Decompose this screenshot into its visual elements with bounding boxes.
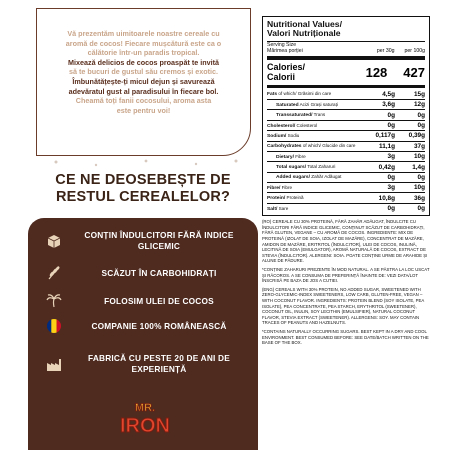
nutrient-row (267, 120, 425, 130)
nutrient-name: Fats (267, 92, 278, 98)
storage-ro: *CONȚINE ZAHARURI PREZENTE ÎN MOD NATURAL. A SE PĂSTRA LA LOC USCAT ȘI RĂCOROS. A SE CONSUMA DE PREFERINȚĂ ÎNAINTE DE: VEZI DATA/LOT ÎNSCRISĂ PE BAZA DE JOS A CUTIEI. (262, 266, 430, 284)
nutrition-title-ro: Valori Nutriționale (267, 28, 341, 39)
value-per-30g: 3,6g (382, 101, 395, 109)
value-per-100g: 15g (413, 90, 425, 98)
nutrient-row (267, 130, 425, 140)
benefit-text: COMPANIE 100% ROMÂNEASCĂ (91, 320, 227, 331)
nutrient-values (369, 112, 425, 119)
decorative-dots (36, 156, 251, 170)
value-per-100g: 0g (417, 205, 425, 213)
nutrient-row (267, 99, 425, 109)
calories-30g: 128 (365, 65, 388, 81)
value-per-100g: 36g (413, 194, 425, 202)
factory-icon (46, 356, 62, 372)
nutrient-row (267, 203, 425, 213)
calories-row (267, 62, 425, 83)
nutrition-table (262, 16, 430, 216)
value-per-100g: 0,39g (408, 132, 425, 140)
serving-label-ro: Mărimea porției (267, 48, 303, 55)
benefits-panel (28, 218, 258, 450)
nutrient-subname: Colesterol (296, 122, 318, 128)
nutrient-values (369, 174, 425, 181)
nutrient-subname: Acizi Grași saturați (299, 101, 338, 107)
romania-flag-icon (46, 318, 62, 334)
nutrient-name: Saturated (276, 102, 299, 108)
coconut-icon (46, 293, 62, 309)
mr-iron-logo (110, 398, 180, 438)
wheat-icon (46, 265, 62, 281)
nutrient-subname: Fibre (295, 153, 306, 159)
nutrient-name: Total sugars/ (276, 165, 307, 171)
value-per-30g: 11,1g (379, 142, 395, 150)
value-per-100g: 37g (413, 142, 425, 150)
nutrient-label (267, 143, 355, 149)
nutrition-column (262, 16, 430, 436)
nutrient-name: Carbohydrates (267, 144, 302, 150)
nutrient-label (267, 195, 304, 201)
nutrient-values (369, 91, 425, 98)
nutrient-name: Cholesterol/ (267, 123, 296, 129)
nutrient-label (267, 133, 299, 139)
nutrition-title: Nutritional Values/ (267, 19, 342, 29)
nutrient-row (267, 182, 425, 192)
nutrient-label (267, 123, 317, 129)
benefit-item (46, 230, 246, 251)
value-per-100g: 10g (413, 184, 425, 192)
nutrient-row (267, 161, 425, 171)
ingredients-eng: (ENG) CEREALS WITH 30% PROTEIN, NO ADDED SUGAR, SWEETENED WITH ZERO-GLYCEMIC-INDEX SWEETENERS, LOW CARB, GLUTEN-FREE, VEGAN – WITH COCONUT FLAVOR. INGREDIENTS: PROTEIN BLEND (SOY ISOLATE, PEA ISOLATE), PEA CONCENTRATE, PEA STARCH, ERYTHRITOL (SWEETENER), COCONUT OIL, INULIN, SOY LECITHIN (EMULSIFIER), NATURAL COCONUT FLAVOR, STEVIA EXTRACT (SWEETENER). ALLERGENS: SOY. MAY CONTAIN TRACES OF PEANUTS AND HAZELNUTS. (262, 286, 425, 326)
nutrient-values (369, 153, 425, 160)
benefit-text: SCĂZUT ÎN CARBOHIDRAȚI (101, 267, 217, 278)
value-per-100g: 1,4g (412, 163, 425, 171)
calories-values (366, 65, 425, 80)
intro-line: este pentru voi! (116, 105, 171, 115)
nutrient-values (369, 132, 425, 139)
nutrient-label (267, 91, 331, 97)
nutrient-values (369, 184, 425, 191)
nutrient-subname: Trans (313, 112, 326, 118)
nutrient-subname: of which/ Glucide din care (302, 143, 356, 149)
calories-label: Calories/ (267, 62, 306, 73)
nutrient-subname: of which/ Grăsimi din care (278, 91, 332, 97)
intro-line: să te bucuri de gustul său cremos și exotic. (69, 67, 218, 77)
nutrient-row (267, 109, 425, 119)
nutrient-label (267, 112, 325, 118)
nutrient-rows (267, 90, 425, 214)
value-per-30g: 0g (387, 205, 395, 213)
nutrient-subname: Sodiu (287, 132, 300, 138)
intro-text (47, 29, 240, 115)
section-heading: CE NE DEOSEBEȘTE DE RESTUL CEREALELOR? (55, 172, 231, 205)
serving-columns (377, 48, 425, 54)
svg-text:IRON: IRON (120, 415, 170, 437)
nutrient-name: Transsaturated/ (276, 113, 313, 119)
thick-divider (267, 85, 425, 88)
box-icon (46, 233, 62, 249)
nutrient-name: Protein/ (267, 196, 286, 202)
intro-line: Mixează delicios de cocos proaspăt te invită (68, 57, 219, 67)
benefit-item (46, 318, 246, 334)
per100-label: per 100g (404, 48, 425, 55)
nutrient-name: Dietary/ (276, 154, 294, 160)
serving-row (267, 41, 425, 54)
nutrient-name: Sodium/ (267, 133, 287, 139)
value-per-30g: 10,8g (378, 194, 395, 202)
storage-eng: *CONTAINS NATURALLY OCCURRING SUGARS. BEST KEPT IN A DRY AND COOL ENVIRONMENT. BEST CONSUMED BEFORE: SEE DATE/BATCH WRITTEN ON THE BASE OF THE BOX. (262, 328, 429, 346)
benefit-text: FABRICĂ CU PESTE 20 DE ANI DE EXPERIENȚĂ (88, 353, 230, 374)
nutrient-subname: Total Zaharuri (307, 164, 336, 170)
nutrient-values (369, 122, 425, 129)
value-per-30g: 4,5g (382, 90, 395, 98)
benefit-text: CONȚIN ÎNDULCITORI FĂRĂ INDICE GLICEMIC (84, 230, 234, 251)
serving-label: Serving Size (267, 42, 297, 49)
value-per-100g: 0g (417, 122, 425, 130)
value-per-30g: 3g (387, 184, 395, 192)
thick-divider (267, 56, 425, 60)
nutrient-row (267, 172, 425, 182)
nutrient-label (267, 185, 292, 191)
nutrient-values (369, 205, 425, 212)
benefit-item (46, 293, 246, 309)
nutrient-values (369, 101, 425, 108)
nutrient-name: Added sugars/ (276, 175, 310, 181)
nutrient-values (369, 195, 425, 202)
value-per-30g: 0g (387, 122, 395, 130)
value-per-30g: 3g (387, 153, 395, 161)
intro-line: Vă prezentăm uimitoarele noastre cereale cu (67, 29, 220, 38)
nutrient-row (267, 192, 425, 202)
nutrient-subname: Sare (278, 205, 289, 211)
value-per-30g: 0,117g (375, 132, 395, 140)
nutrient-row (267, 151, 425, 161)
intro-line: adevăratul gust al paradisului în fiecare bol. (68, 86, 219, 96)
benefit-item (46, 265, 246, 281)
ingredients-text (262, 219, 430, 345)
calories-label-ro: Calorii (267, 71, 296, 82)
value-per-30g: 0,42g (378, 163, 395, 171)
nutrient-label (267, 174, 341, 180)
per30-label: per 30g (376, 48, 395, 55)
nutrient-values (369, 164, 425, 171)
value-per-100g: 0g (417, 173, 425, 181)
benefit-item (46, 353, 246, 374)
svg-text:MR.: MR. (134, 402, 156, 414)
intro-line: călătorie într-un paradis tropical. (87, 48, 200, 58)
intro-line: Cheamă toți fanii cocosului, aroma asta (75, 96, 212, 106)
nutrient-row (267, 90, 425, 99)
nutrient-label (267, 164, 335, 170)
nutrient-row (267, 141, 425, 151)
nutrient-name: Fibre/ (267, 185, 281, 191)
benefit-text: FOLOSIM ULEI DE COCOS (104, 295, 214, 306)
intro-card (36, 8, 251, 156)
nutrient-name: Salt/ (267, 206, 278, 212)
nutrient-values (369, 143, 425, 150)
value-per-30g: 0g (387, 173, 395, 181)
nutrient-label (267, 154, 306, 160)
value-per-100g: 12g (413, 101, 425, 109)
value-per-30g: 0g (387, 111, 395, 119)
nutrient-subname: Zahăr Adăugat (311, 174, 342, 180)
value-per-100g: 10g (413, 153, 425, 161)
calories-100g: 427 (403, 65, 425, 81)
nutrient-label (267, 102, 338, 108)
nutrient-subname: Fibre (281, 184, 293, 190)
intro-line: aromă de cocos! Fiecare mușcătură este ca o (65, 38, 222, 48)
intro-line: Îmbunătățește-ți micul dejun și savurează (72, 76, 215, 86)
left-column (28, 0, 258, 450)
value-per-100g: 0g (417, 111, 425, 119)
nutrient-label (267, 206, 288, 212)
ingredients-ro: (RO) CEREALE CU 30% PROTEINĂ, FĂRĂ ZAHĂR ADĂUGAT, ÎNDULCITE CU ÎNDULCITORI FĂRĂ INDICE GLICEMIC, CONȚINUT SCĂZUT DE CARBOHIDRAȚI, FĂRĂ GLUTEN, VEGANE – CU AROMĂ DE COCOS. INGREDIENTE: MIX DE PROTEINĂ (IZOLAT DE SOIA, IZOLAT DE MAZĂRE), CONCENTRAT DE MAZĂRE, AMIDON DE MAZĂRE, ERITRITOL (ÎNDULCITOR), ULEI DE COCOS, INULINĂ, LECITINĂ DE SOIA (EMULGATOR), AROMĂ NATURALĂ DE COCOS, EXTRACT DE STEVIA (ÎNDULCITOR). ALERGENI: SOIA. POATE CONȚINE URME DE ARAHIDE ȘI ALUNE DE PĂDURE. (262, 219, 428, 264)
nutrient-subname: Proteină (286, 195, 304, 201)
